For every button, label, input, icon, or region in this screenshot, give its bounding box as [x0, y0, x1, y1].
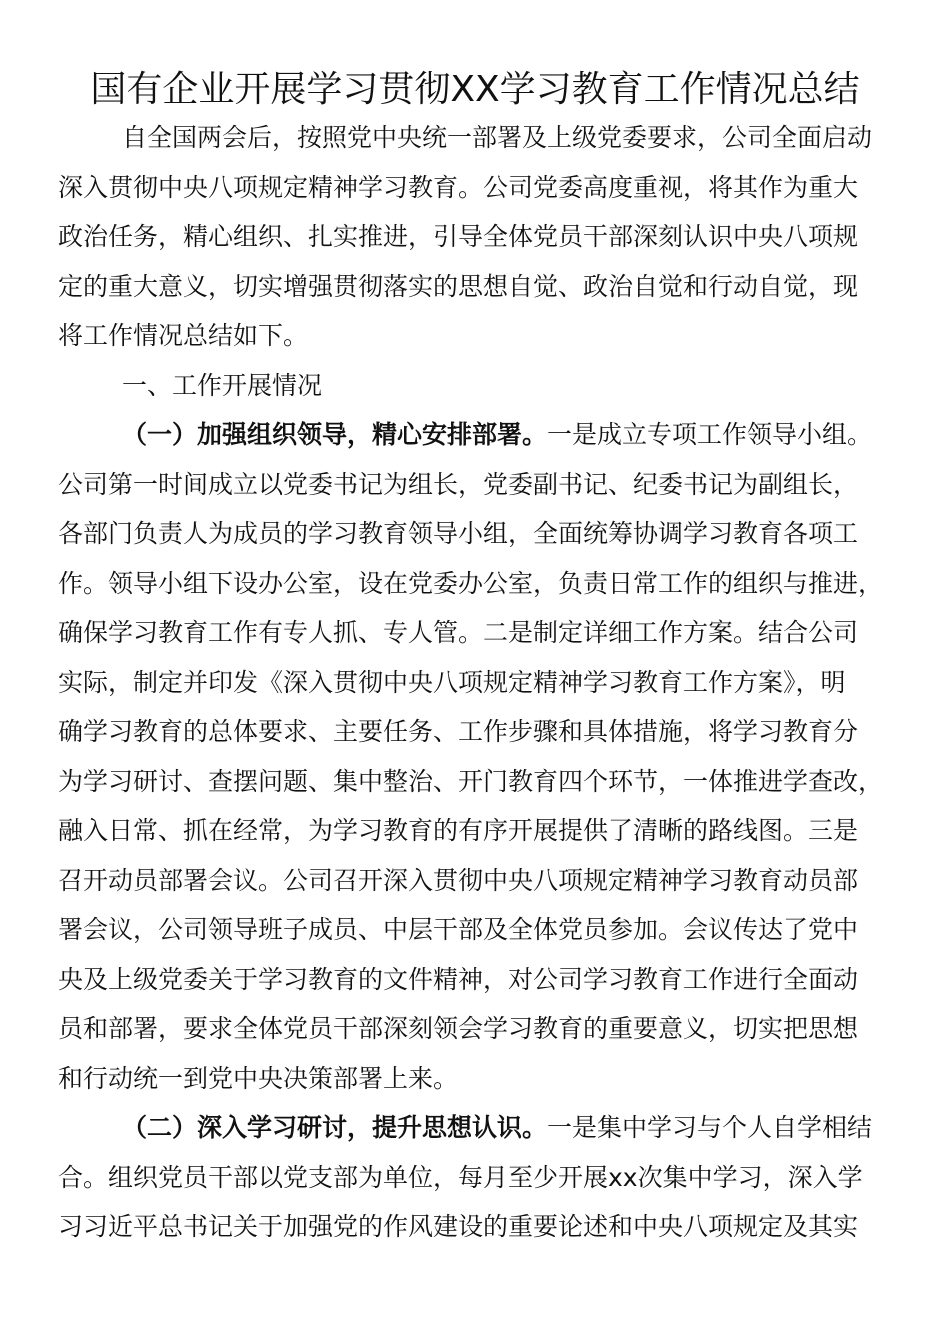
document-body — [58, 113, 898, 1252]
body-line — [58, 955, 898, 1005]
body-line — [58, 311, 898, 361]
body-line-text: 自全国两会后，按照党中央统一部署及上级党委要求，公司全面启动 — [122, 123, 873, 152]
body-line — [58, 1004, 898, 1054]
body-line — [58, 707, 898, 757]
body-line-text: 一是成立专项工作领导小组。 — [547, 420, 873, 449]
body-line-text: 确学习教育的总体要求、主要任务、工作步骤和具体措施，将学习教育分 — [58, 717, 859, 746]
document-title: 国有企业开展学习贯彻XX学习教育工作情况总结 — [90, 69, 860, 110]
section-heading — [58, 361, 898, 411]
body-line — [58, 1153, 898, 1203]
body-line — [58, 1103, 898, 1153]
body-line-text: 定的重大意义，切实增强贯彻落实的思想自觉、政治自觉和行动自觉，现 — [58, 271, 859, 301]
body-line-text: 合。组织党员干部以党支部为单位，每月至少开展xx次集中学习，深入学 — [58, 1162, 863, 1192]
body-line-text: 实际，制定并印发《深入贯彻中央八项规定精神学习教育工作方案》，明 — [58, 667, 846, 697]
body-line — [58, 559, 898, 609]
body-line-text: 召开动员部署会议。公司召开深入贯彻中央八项规定精神学习教育动员部 — [58, 865, 859, 895]
body-line-text: 各部门负责人为成员的学习教育领导小组，全面统筹协调学习教育各项工 — [58, 519, 859, 548]
body-line — [58, 757, 898, 807]
body-line — [58, 905, 898, 955]
body-line-text: 作。领导小组下设办公室，设在党委办公室，负责日常工作的组织与推进， — [58, 568, 884, 598]
section-heading-text: 一、工作开展情况 — [122, 370, 323, 400]
body-line — [58, 113, 898, 163]
body-line — [58, 806, 898, 856]
body-line-text: 将工作情况总结如下。 — [58, 321, 309, 350]
body-line-text: 一是集中学习与个人自学相结 — [547, 1113, 873, 1142]
body-line — [58, 658, 898, 708]
body-line — [58, 608, 898, 658]
body-line-text: 习习近平总书记关于加强党的作风建设的重要论述和中央八项规定及其实 — [58, 1212, 859, 1241]
body-line — [58, 1054, 898, 1104]
body-line-text: 公司第一时间成立以党委书记为组长，党委副书记、纪委书记为副组长， — [58, 469, 859, 499]
body-line — [58, 163, 898, 213]
body-line — [58, 1202, 898, 1252]
body-line-text: 确保学习教育工作有专人抓、专人管。二是制定详细工作方案。结合公司 — [58, 618, 859, 647]
subsection-heading: （二）深入学习研讨，提升思想认识。 — [122, 1113, 548, 1142]
body-line-text: 为学习研讨、查摆问题、集中整治、开门教育四个环节，一体推进学查改， — [58, 766, 884, 796]
body-line-text: 署会议，公司领导班子成员、中层干部及全体党员参加。会议传达了党中 — [58, 915, 859, 944]
body-line — [58, 410, 898, 460]
body-line — [58, 856, 898, 906]
body-line-text: 政治任务，精心组织、扎实推进，引导全体党员干部深刻认识中央八项规 — [58, 222, 859, 251]
body-line-text: 和行动统一到党中央决策部署上来。 — [58, 1063, 459, 1093]
body-line-text: 员和部署，要求全体党员干部深刻领会学习教育的重要意义，切实把思想 — [58, 1014, 859, 1043]
body-line-text: 央及上级党委关于学习教育的文件精神，对公司学习教育工作进行全面动 — [58, 964, 859, 994]
subsection-heading: （一）加强组织领导，精心安排部署。 — [122, 420, 548, 449]
body-line — [58, 460, 898, 510]
body-line-text: 深入贯彻中央八项规定精神学习教育。公司党委高度重视，将其作为重大 — [58, 172, 859, 202]
body-line — [58, 212, 898, 262]
body-line — [58, 509, 898, 559]
body-line-text: 融入日常、抓在经常，为学习教育的有序开展提供了清晰的路线图。三是 — [58, 816, 859, 845]
body-line — [58, 262, 898, 312]
